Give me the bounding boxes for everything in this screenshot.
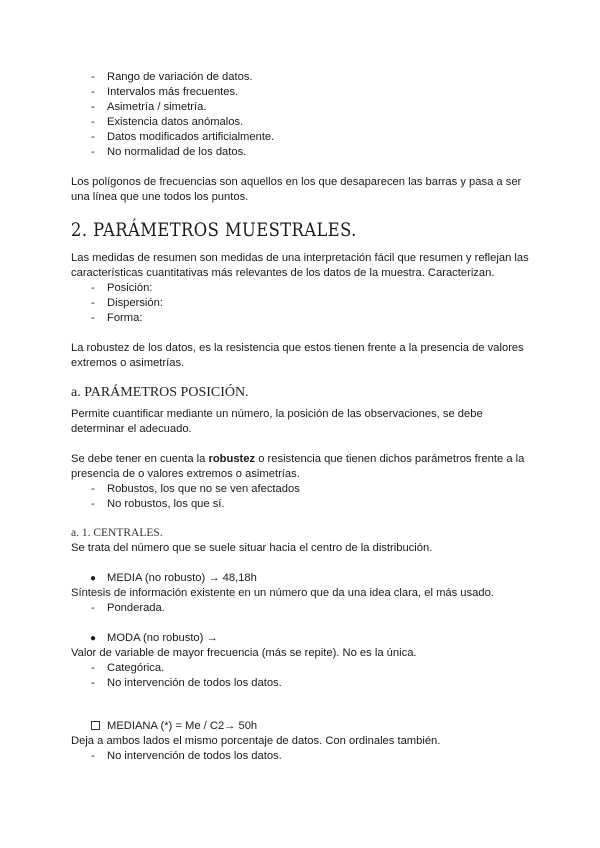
subsection-heading-centrales: a. 1. CENTRALES. — [71, 527, 163, 539]
mediana-list — [71, 749, 531, 764]
list-item: - Robustos, los que no se ven afectados — [71, 482, 531, 497]
section-heading-parametros-muestrales: 2. PARÁMETROS MUESTRALES. — [71, 219, 357, 241]
mediana-item — [71, 719, 531, 734]
subsection-heading-posicion: a. PARÁMETROS POSICIÓN. — [71, 385, 249, 400]
list-item: - No robustos, los que sí. — [71, 497, 531, 512]
list-item: - No intervención de todos los datos. — [71, 749, 531, 764]
bullet-icon: ● — [90, 633, 97, 644]
list-item: - Dispersión: — [71, 296, 531, 311]
list-item: - Existencia datos anómalos. — [71, 115, 531, 130]
list-item: - Posición: — [71, 281, 531, 296]
media-label: MEDIA (no robusto) → 48,18h — [107, 572, 257, 584]
moda-list — [71, 661, 531, 691]
robustez-bold: robustez — [208, 453, 256, 465]
media-item — [71, 571, 531, 586]
list-item: - Forma: — [71, 311, 531, 326]
list-item: - Intervalos más frecuentes. — [71, 85, 531, 100]
list-item: - Datos modificados artificialmente. — [71, 130, 531, 145]
paragraph-permite: Permite cuantificar mediante un número, la posición de las observaciones, se debe determinar el adecuado. — [71, 408, 483, 435]
bullet-icon: ● — [90, 573, 97, 584]
histogram-info-list — [71, 70, 531, 160]
moda-item — [71, 631, 531, 646]
paragraph-centrales: Se trata del número que se suele situar hacia el centro de la distribución. — [71, 542, 433, 554]
moda-label: MODA (no robusto) → — [107, 632, 218, 644]
checkbox-icon[interactable] — [91, 721, 100, 730]
paragraph-robustez-resistencia: Se debe tener en cuenta la robustez o resistencia que tienen dichos parámetros frente a la presencia de o valores extremos o asimetrías. — [71, 453, 525, 480]
mediana-label: MEDIANA (*) = Me / C2→ 50h — [107, 720, 258, 732]
media-list — [71, 601, 531, 616]
media-description: Síntesis de información existente en un número que da una idea clara, el más usado. — [71, 587, 494, 599]
robustness-list — [71, 482, 531, 512]
document-page — [71, 70, 531, 764]
paragraph-robustez: La robustez de los datos, es la resistencia que estos tienen frente a la presencia de valores extremos o asimetrías. — [71, 342, 524, 369]
moda-description: Valor de variable de mayor frecuencia (más se repite). No es la única. — [71, 647, 417, 659]
list-item: - No intervención de todos los datos. — [71, 676, 531, 691]
mediana-description: Deja a ambos lados el mismo porcentaje de datos. Con ordinales también. — [71, 735, 441, 747]
paragraph-medidas: Las medidas de resumen son medidas de una interpretación fácil que resumen y reflejan las características cuantitativas más relevantes de los datos de la muestra. Caracterizan. — [71, 252, 529, 279]
characteristics-list — [71, 281, 531, 326]
list-item: - Categórica. — [71, 661, 531, 676]
list-item: - No normalidad de los datos. — [71, 145, 531, 160]
paragraph-poligonos: Los polígonos de frecuencias son aquellos en los que desaparecen las barras y pasa a ser una línea que une todos los puntos. — [71, 176, 522, 203]
list-item: - Ponderada. — [71, 601, 531, 616]
list-item: - Rango de variación de datos. — [71, 70, 531, 85]
list-item: - Asimetría / simetría. — [71, 100, 531, 115]
